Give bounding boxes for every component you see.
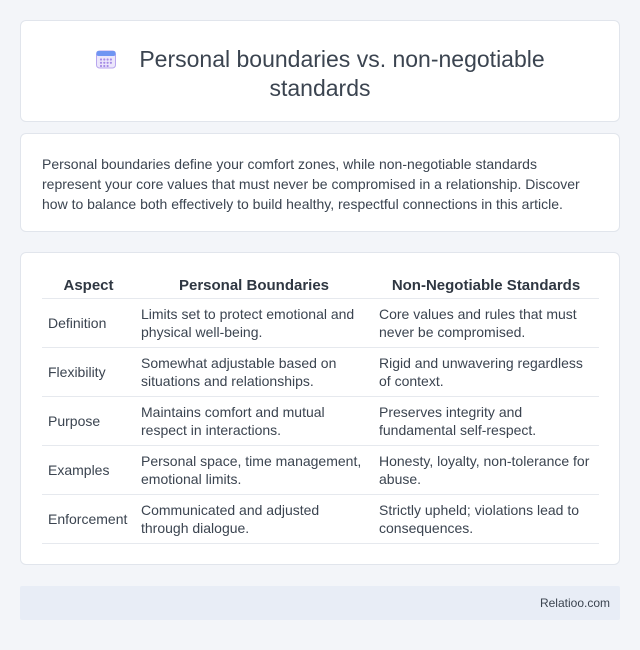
row-personal: Personal space, time management, emotional limits. (135, 445, 373, 494)
comparison-table (42, 276, 599, 544)
footer-bar (20, 586, 620, 620)
row-aspect: Flexibility (42, 347, 135, 396)
row-aspect: Examples (42, 445, 135, 494)
row-personal: Maintains comfort and mutual respect in interactions. (135, 396, 373, 445)
row-standards: Strictly upheld; violations lead to consequences. (373, 494, 599, 543)
row-standards: Rigid and unwavering regardless of context. (373, 347, 599, 396)
table-row (42, 494, 599, 543)
row-standards: Honesty, loyalty, non-tolerance for abuse. (373, 445, 599, 494)
row-standards: Preserves integrity and fundamental self-respect. (373, 396, 599, 445)
title-line-1: Personal boundaries vs. non-negotiable (139, 46, 545, 72)
intro-paragraph: Personal boundaries define your comfort zones, while non-negotiable standards represent your core values that must never be compromised in a relationship. Discover how to balance both effectively to build healthy, respectful connections in this article. (42, 156, 580, 212)
table-row (42, 396, 599, 445)
row-personal: Limits set to protect emotional and physical well-being. (135, 298, 373, 347)
title-card (20, 20, 620, 122)
table-row (42, 347, 599, 396)
calendar-icon (95, 48, 117, 70)
header-personal-boundaries: Personal Boundaries (135, 276, 373, 298)
footer-site-link[interactable]: Relatioo.com (539, 596, 610, 610)
intro-card (20, 133, 620, 232)
row-aspect: Definition (42, 298, 135, 347)
row-aspect: Purpose (42, 396, 135, 445)
table-row (42, 298, 599, 347)
header-non-negotiable-standards: Non-Negotiable Standards (373, 276, 599, 298)
row-aspect: Enforcement (42, 494, 135, 543)
row-personal: Communicated and adjusted through dialogue. (135, 494, 373, 543)
row-standards: Core values and rules that must never be compromised. (373, 298, 599, 347)
table-row (42, 445, 599, 494)
row-personal: Somewhat adjustable based on situations and relationships. (135, 347, 373, 396)
title-line-2: standards (269, 75, 371, 101)
comparison-card (20, 252, 620, 565)
page-title (21, 45, 619, 103)
header-aspect: Aspect (42, 276, 135, 298)
table-header-row (42, 276, 599, 298)
